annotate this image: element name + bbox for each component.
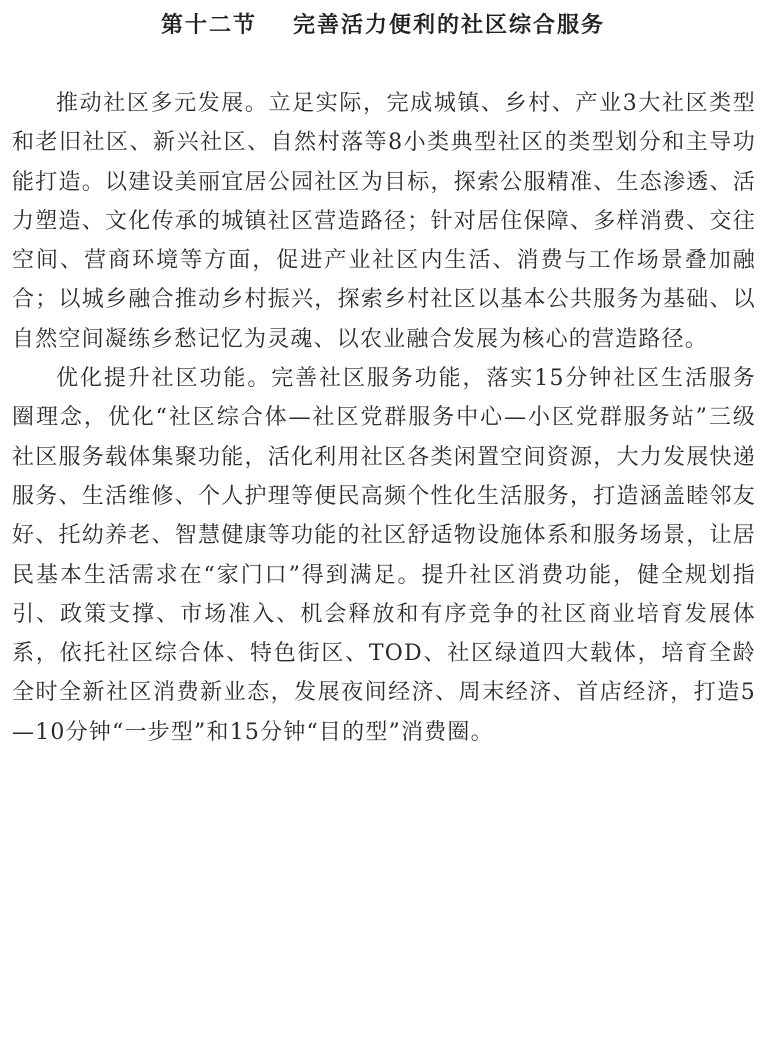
section-heading	[0, 8, 766, 44]
paragraph: 推动社区多元发展。立足实际，完成城镇、乡村、产业3大社区类型和老旧社区、新兴社区、自然村落等8小类典型社区的类型划分和主导功能打造。以建设美丽宜居公园社区为目标，探索公服精准、生态渗透、活力塑造、文化传承的城镇社区营造路径；针对居住保障、多样消费、交往空间、营商环境等方面，促进产业社区内生活、消费与工作场景叠加融合；以城乡融合推动乡村振兴，探索乡村社区以基本公共服务为基础、以自然空间凝练乡愁记忆为灵魂、以农业融合发展为核心的营造路径。	[12, 91, 756, 352]
paragraph: 优化提升社区功能。完善社区服务功能，落实15分钟社区生活服务圈理念，优化“社区综合体—社区党群服务中心—小区党群服务站”三级社区服务载体集聚功能，活化利用社区各类闲置空间资源，大力发展快递服务、生活维修、个人护理等便民高频个性化生活服务，打造涵盖睦邻友好、托幼养老、智慧健康等功能的社区舒适物设施体系和服务场景，让居民基本生活需求在“家门口”得到满足。提升社区消费功能，健全规划指引、政策支撑、市场准入、机会释放和有序竞争的社区商业培育发展体系，依托社区综合体、特色街区、TOD、社区绿道四大载体，培育全龄全时全新社区消费新业态，发展夜间经济、周末经济、首店经济，打造5—10分钟“一步型”和15分钟“目的型”消费圈。	[12, 366, 756, 745]
section-number: 第十二节	[160, 13, 257, 38]
body-text	[12, 84, 756, 752]
section-title: 完善活力便利的社区综合服务	[293, 13, 606, 38]
